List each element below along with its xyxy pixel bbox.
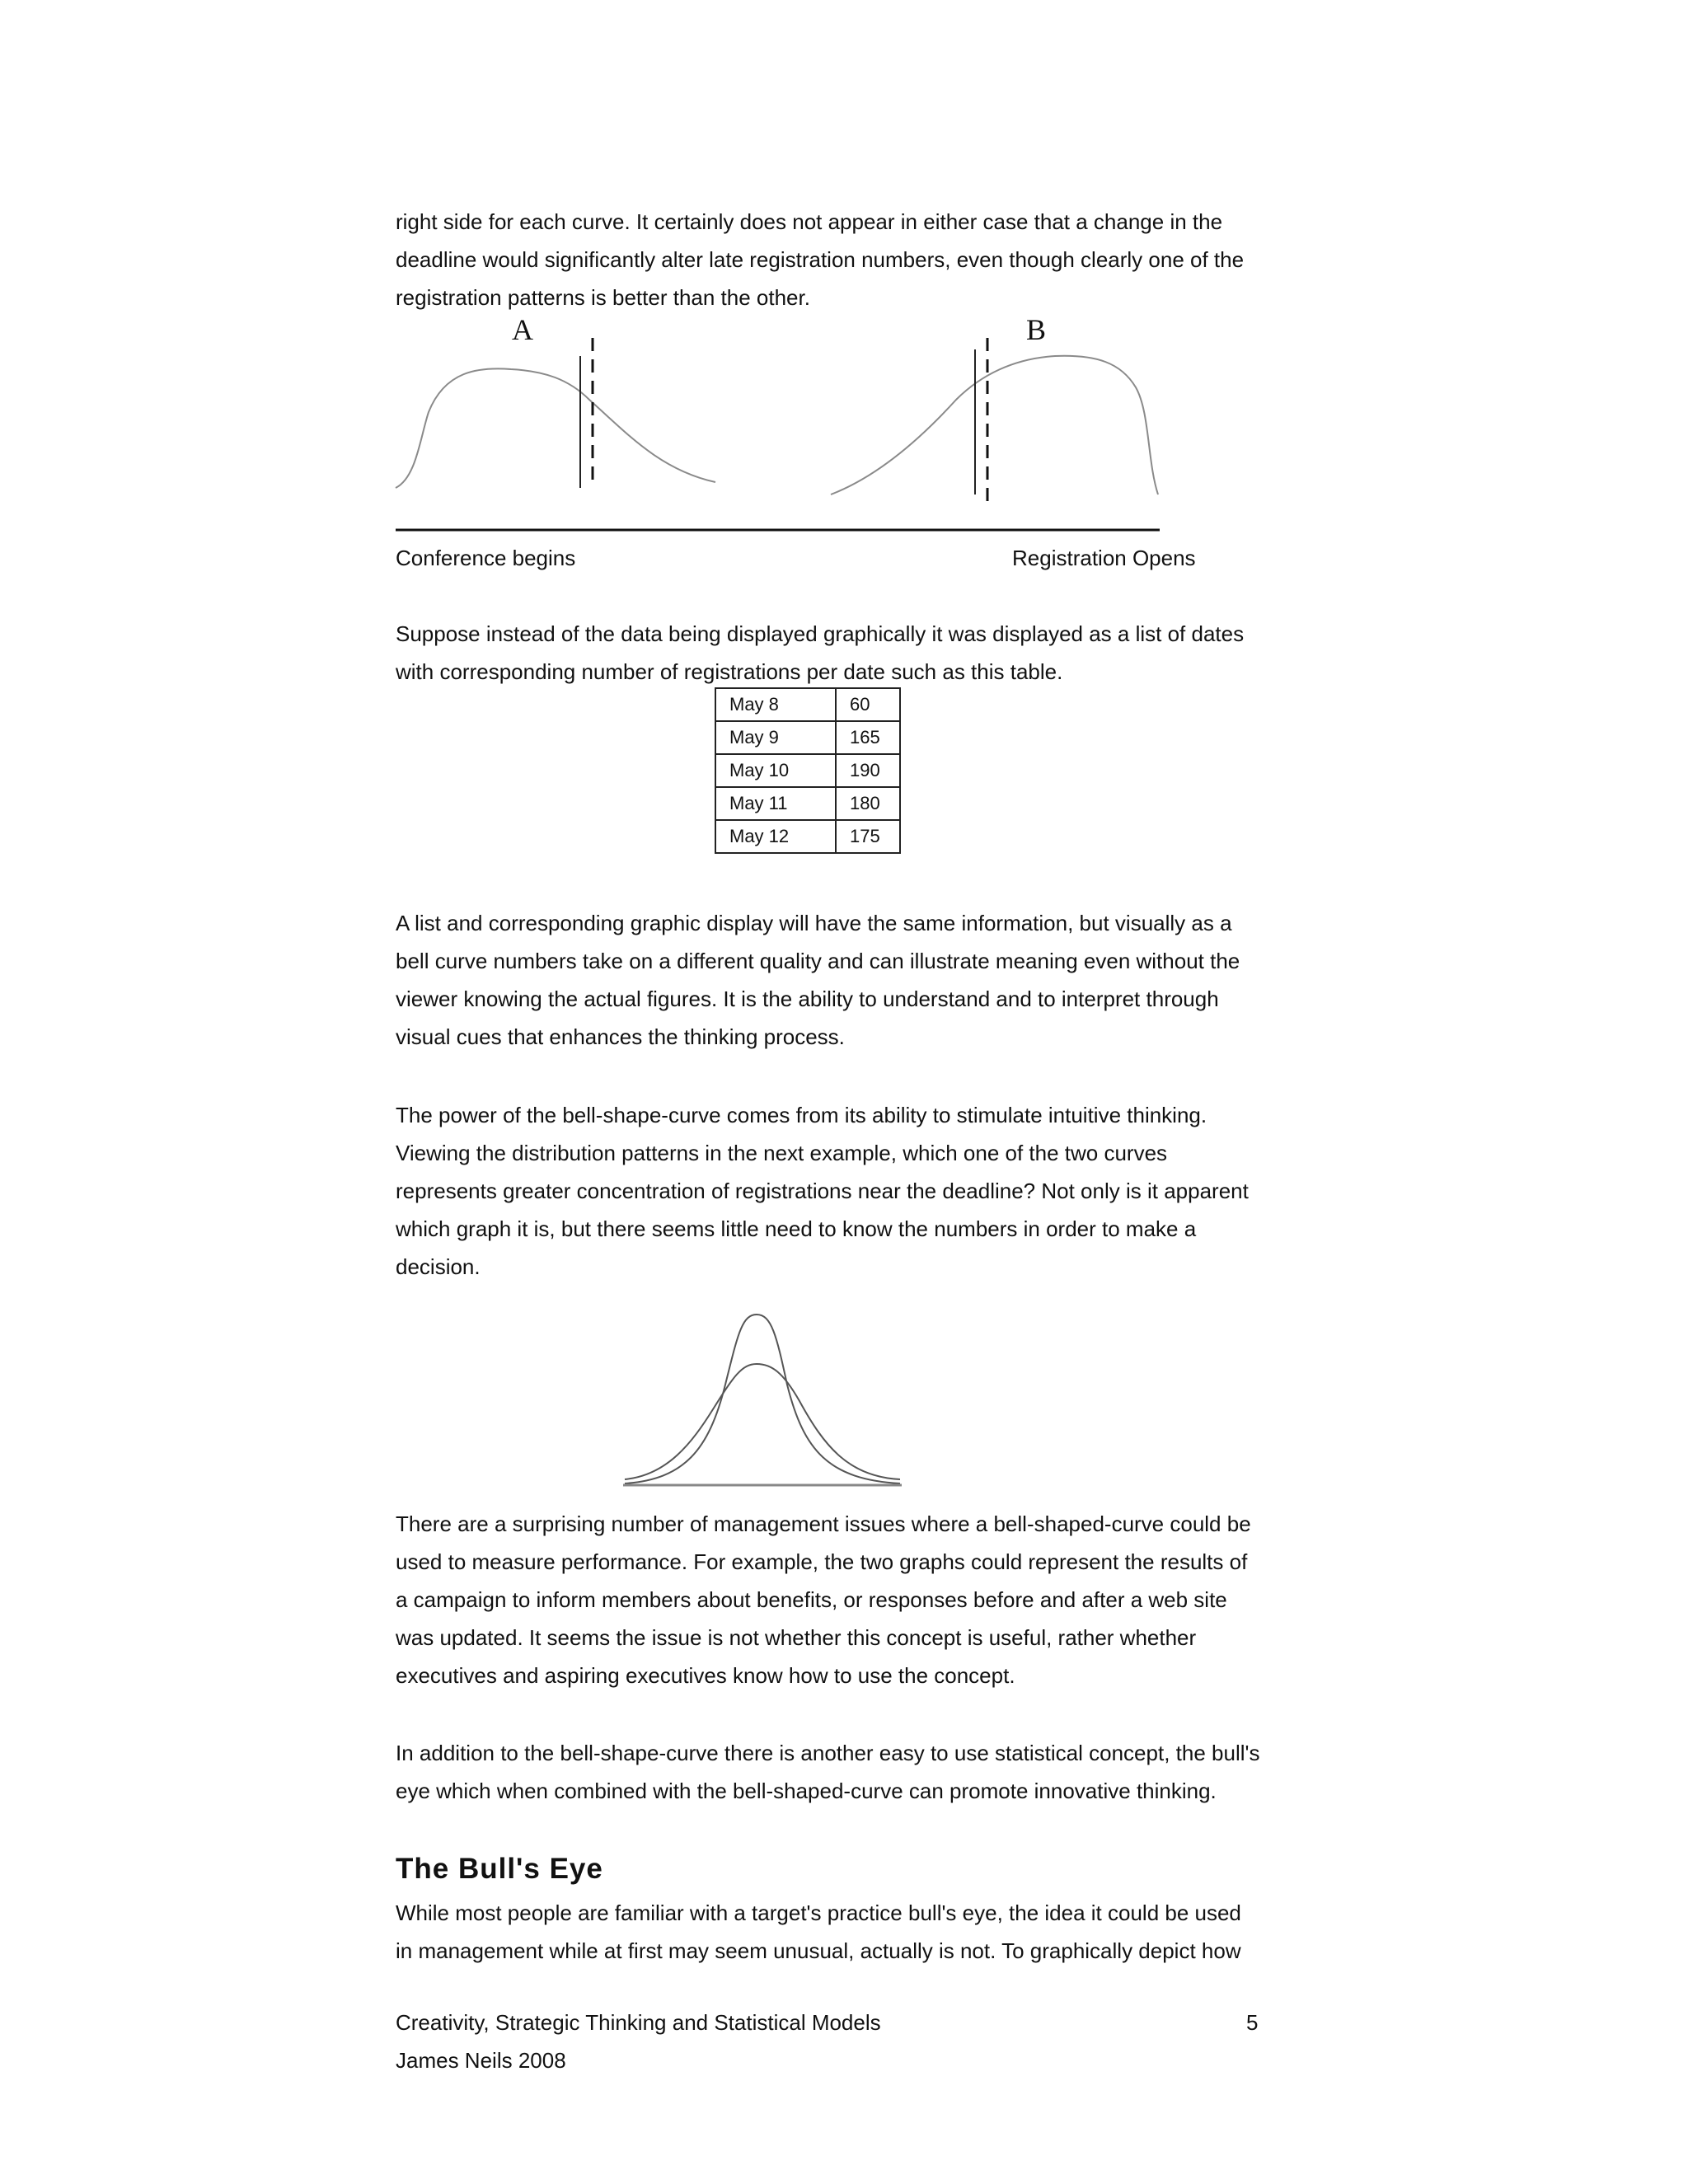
text-line: registration patterns is better than the other. [396, 285, 810, 310]
text-line: viewer knowing the actual figures. It is the ability to understand and to interpret through [396, 987, 1219, 1011]
text-line: Suppose instead of the data being displayed graphically it was displayed as a list of dates [396, 621, 1245, 646]
footer-author: James Neils 2008 [396, 2048, 566, 2073]
count-cell: 180 [836, 787, 900, 820]
date-cell: May 9 [715, 721, 836, 754]
section-heading: The Bull's Eye [396, 1853, 603, 1885]
management-issues-paragraph [396, 1505, 1294, 1694]
text-line: There are a surprising number of management issues where a bell-shaped-curve could be [396, 1511, 1251, 1536]
text-line: in management while at first may seem unusual, actually is not. To graphically depict how [396, 1938, 1241, 1963]
text-line: A list and corresponding graphic display will have the same information, but visually as a [396, 911, 1232, 935]
registration-opens-label: Registration Opens [1012, 546, 1196, 570]
text-line: represents greater concentration of registrations near the deadline? Not only is it apparent [396, 1179, 1249, 1203]
text-line: The power of the bell-shape-curve comes from its ability to stimulate intuitive thinking. [396, 1103, 1207, 1127]
curve-a [396, 368, 715, 488]
bulls-eye-intro-paragraph [396, 1734, 1294, 1810]
table-row [715, 820, 900, 853]
date-cell: May 8 [715, 688, 836, 721]
text-line: a campaign to inform members about benefits, or responses before and after a web site [396, 1587, 1227, 1612]
page-number: 5 [1246, 2010, 1259, 2035]
text-line: executives and aspiring executives know how to use the concept. [396, 1663, 1015, 1688]
text-line: deadline would significantly alter late registration numbers, even though clearly one of the [396, 247, 1245, 272]
text-line: While most people are familiar with a target's practice bull's eye, the idea it could be used [396, 1900, 1241, 1925]
text-line: In addition to the bell-shape-curve there is another easy to use statistical concept, the bull's [396, 1741, 1260, 1765]
text-line: which graph it is, but there seems little need to know the numbers in order to make a [396, 1216, 1197, 1241]
count-cell: 60 [836, 688, 900, 721]
narrow-bell-curve [625, 1315, 900, 1483]
text-line: used to measure performance. For example, the two graphs could represent the results of [396, 1549, 1248, 1574]
text-line: with corresponding number of registrations per date such as this table. [396, 659, 1063, 684]
text-line: right side for each curve. It certainly does not appear in either case that a change in the [396, 209, 1223, 234]
table-row [715, 688, 900, 721]
footer-title: Creativity, Strategic Thinking and Statistical Models [396, 2010, 881, 2035]
curve-b-label: B [1026, 313, 1047, 346]
text-line: decision. [396, 1254, 481, 1279]
date-cell: May 10 [715, 754, 836, 787]
registrations-table [715, 687, 901, 854]
bell-curves-figure [623, 1315, 902, 1485]
table-row [715, 721, 900, 754]
curve-b [831, 356, 1158, 494]
bulls-eye-paragraph [396, 1894, 1294, 1970]
text-line: Viewing the distribution patterns in the next example, which one of the two curves [396, 1141, 1168, 1165]
text-line: visual cues that enhances the thinking process. [396, 1024, 845, 1049]
count-cell: 165 [836, 721, 900, 754]
table-row [715, 754, 900, 787]
table-row [715, 787, 900, 820]
text-line: eye which when combined with the bell-shaped-curve can promote innovative thinking. [396, 1779, 1217, 1803]
bell-curve-power-paragraph [396, 1096, 1294, 1286]
curve-a-label: A [512, 313, 533, 346]
wide-bell-curve [625, 1364, 900, 1479]
date-cell: May 12 [715, 820, 836, 853]
text-line: bell curve numbers take on a different quality and can illustrate meaning even without the [396, 949, 1240, 973]
count-cell: 175 [836, 820, 900, 853]
conference-begins-label: Conference begins [396, 546, 576, 570]
count-cell: 190 [836, 754, 900, 787]
text-line: was updated. It seems the issue is not whether this concept is useful, rather whether [396, 1625, 1197, 1650]
date-cell: May 11 [715, 787, 836, 820]
list-vs-graphic-paragraph [396, 904, 1294, 1056]
table-intro-paragraph [396, 615, 1294, 691]
